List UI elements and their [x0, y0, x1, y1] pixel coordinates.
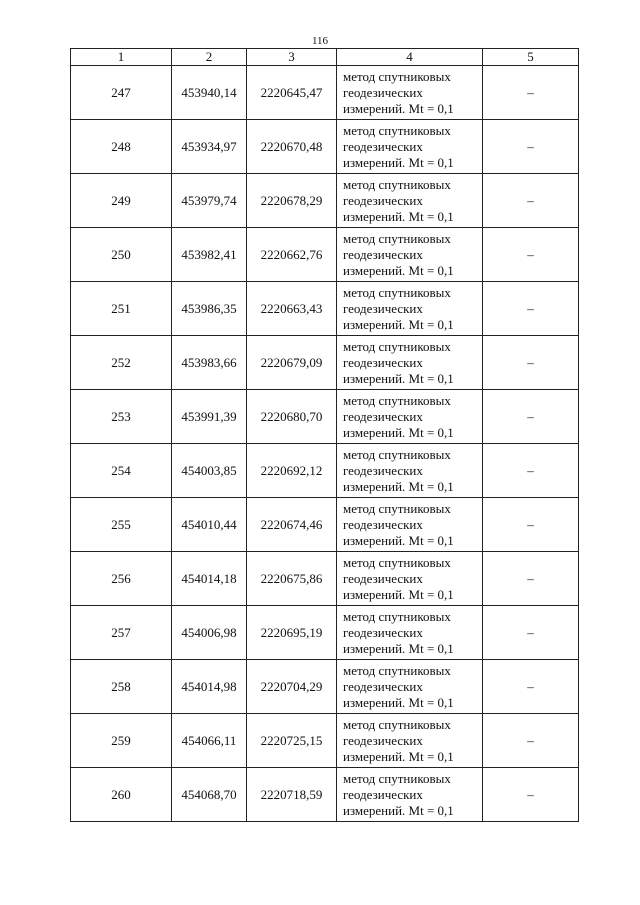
- method-line: метод спутниковых: [343, 446, 451, 462]
- y-coordinate-cell: 2220674,46: [247, 498, 337, 552]
- point-number-cell: 252: [71, 336, 172, 390]
- description-cell: –: [483, 282, 579, 336]
- method-line: метод спутниковых: [343, 392, 451, 408]
- point-number-cell: 247: [71, 66, 172, 120]
- method-cell: [337, 552, 483, 606]
- method-cell: [337, 498, 483, 552]
- method-cell: [337, 660, 483, 714]
- table-row: [71, 660, 579, 714]
- method-line: измерений. Mt = 0,1: [343, 154, 454, 170]
- point-number-cell: 257: [71, 606, 172, 660]
- method-line: метод спутниковых: [343, 284, 451, 300]
- description-cell: –: [483, 174, 579, 228]
- x-coordinate-cell: 453986,35: [172, 282, 247, 336]
- point-number-cell: 251: [71, 282, 172, 336]
- table-header-row: [71, 49, 579, 66]
- method-line: метод спутниковых: [343, 122, 451, 138]
- y-coordinate-cell: 2220645,47: [247, 66, 337, 120]
- description-cell: –: [483, 336, 579, 390]
- method-cell: [337, 66, 483, 120]
- column-header: 1: [71, 49, 172, 66]
- description-cell: –: [483, 66, 579, 120]
- column-header: 5: [483, 49, 579, 66]
- y-coordinate-cell: 2220679,09: [247, 336, 337, 390]
- method-line: геодезических: [343, 462, 423, 478]
- x-coordinate-cell: 453982,41: [172, 228, 247, 282]
- method-line: геодезических: [343, 678, 423, 694]
- method-line: метод спутниковых: [343, 662, 451, 678]
- method-cell: [337, 444, 483, 498]
- point-number-cell: 256: [71, 552, 172, 606]
- method-line: метод спутниковых: [343, 68, 451, 84]
- description-cell: –: [483, 552, 579, 606]
- method-line: метод спутниковых: [343, 554, 451, 570]
- table-row: [71, 66, 579, 120]
- description-cell: –: [483, 660, 579, 714]
- y-coordinate-cell: 2220662,76: [247, 228, 337, 282]
- method-cell: [337, 282, 483, 336]
- method-line: геодезических: [343, 138, 423, 154]
- point-number-cell: 260: [71, 768, 172, 822]
- method-line: метод спутниковых: [343, 716, 451, 732]
- description-cell: –: [483, 768, 579, 822]
- method-cell: [337, 336, 483, 390]
- point-number-cell: 248: [71, 120, 172, 174]
- method-line: измерений. Mt = 0,1: [343, 208, 454, 224]
- method-line: геодезических: [343, 246, 423, 262]
- x-coordinate-cell: 453991,39: [172, 390, 247, 444]
- method-line: геодезических: [343, 300, 423, 316]
- method-line: измерений. Mt = 0,1: [343, 478, 454, 494]
- method-line: геодезических: [343, 354, 423, 370]
- description-cell: –: [483, 390, 579, 444]
- x-coordinate-cell: 454010,44: [172, 498, 247, 552]
- point-number-cell: 254: [71, 444, 172, 498]
- point-number-cell: 255: [71, 498, 172, 552]
- method-line: измерений. Mt = 0,1: [343, 532, 454, 548]
- y-coordinate-cell: 2220675,86: [247, 552, 337, 606]
- method-line: измерений. Mt = 0,1: [343, 748, 454, 764]
- y-coordinate-cell: 2220695,19: [247, 606, 337, 660]
- method-line: метод спутниковых: [343, 500, 451, 516]
- point-number-cell: 249: [71, 174, 172, 228]
- description-cell: –: [483, 498, 579, 552]
- method-cell: [337, 228, 483, 282]
- y-coordinate-cell: 2220663,43: [247, 282, 337, 336]
- method-line: геодезических: [343, 624, 423, 640]
- method-line: геодезических: [343, 192, 423, 208]
- y-coordinate-cell: 2220692,12: [247, 444, 337, 498]
- table-row: [71, 336, 579, 390]
- method-line: измерений. Mt = 0,1: [343, 262, 454, 278]
- description-cell: –: [483, 606, 579, 660]
- table-row: [71, 606, 579, 660]
- table-row: [71, 444, 579, 498]
- table-row: [71, 714, 579, 768]
- x-coordinate-cell: 454003,85: [172, 444, 247, 498]
- method-cell: [337, 174, 483, 228]
- method-line: метод спутниковых: [343, 608, 451, 624]
- description-cell: –: [483, 444, 579, 498]
- page-number: 116: [311, 35, 329, 47]
- x-coordinate-cell: 453934,97: [172, 120, 247, 174]
- method-cell: [337, 120, 483, 174]
- method-line: геодезических: [343, 84, 423, 100]
- x-coordinate-cell: 454068,70: [172, 768, 247, 822]
- point-number-cell: 253: [71, 390, 172, 444]
- column-header: 2: [172, 49, 247, 66]
- y-coordinate-cell: 2220725,15: [247, 714, 337, 768]
- x-coordinate-cell: 453979,74: [172, 174, 247, 228]
- description-cell: –: [483, 714, 579, 768]
- x-coordinate-cell: 453940,14: [172, 66, 247, 120]
- column-header: 4: [337, 49, 483, 66]
- method-cell: [337, 606, 483, 660]
- method-line: метод спутниковых: [343, 176, 451, 192]
- point-number-cell: 258: [71, 660, 172, 714]
- x-coordinate-cell: 454066,11: [172, 714, 247, 768]
- point-number-cell: 250: [71, 228, 172, 282]
- table-row: [71, 120, 579, 174]
- method-line: геодезических: [343, 570, 423, 586]
- description-cell: –: [483, 228, 579, 282]
- method-line: геодезических: [343, 786, 423, 802]
- method-line: измерений. Mt = 0,1: [343, 100, 454, 116]
- method-line: измерений. Mt = 0,1: [343, 370, 454, 386]
- table-row: [71, 282, 579, 336]
- method-line: метод спутниковых: [343, 338, 451, 354]
- table-row: [71, 390, 579, 444]
- method-line: геодезических: [343, 408, 423, 424]
- method-line: измерений. Mt = 0,1: [343, 424, 454, 440]
- y-coordinate-cell: 2220704,29: [247, 660, 337, 714]
- x-coordinate-cell: 453983,66: [172, 336, 247, 390]
- method-line: измерений. Mt = 0,1: [343, 694, 454, 710]
- method-cell: [337, 714, 483, 768]
- method-line: измерений. Mt = 0,1: [343, 640, 454, 656]
- y-coordinate-cell: 2220670,48: [247, 120, 337, 174]
- table-row: [71, 552, 579, 606]
- method-line: измерений. Mt = 0,1: [343, 586, 454, 602]
- method-line: измерений. Mt = 0,1: [343, 802, 454, 818]
- method-cell: [337, 390, 483, 444]
- method-line: геодезических: [343, 516, 423, 532]
- method-cell: [337, 768, 483, 822]
- method-line: измерений. Mt = 0,1: [343, 316, 454, 332]
- x-coordinate-cell: 454014,18: [172, 552, 247, 606]
- table-row: [71, 768, 579, 822]
- coordinates-table: [70, 48, 579, 822]
- y-coordinate-cell: 2220718,59: [247, 768, 337, 822]
- table-row: [71, 228, 579, 282]
- table-row: [71, 174, 579, 228]
- x-coordinate-cell: 454006,98: [172, 606, 247, 660]
- method-line: геодезических: [343, 732, 423, 748]
- description-cell: –: [483, 120, 579, 174]
- method-line: метод спутниковых: [343, 230, 451, 246]
- x-coordinate-cell: 454014,98: [172, 660, 247, 714]
- y-coordinate-cell: 2220678,29: [247, 174, 337, 228]
- y-coordinate-cell: 2220680,70: [247, 390, 337, 444]
- table-row: [71, 498, 579, 552]
- column-header: 3: [247, 49, 337, 66]
- point-number-cell: 259: [71, 714, 172, 768]
- method-line: метод спутниковых: [343, 770, 451, 786]
